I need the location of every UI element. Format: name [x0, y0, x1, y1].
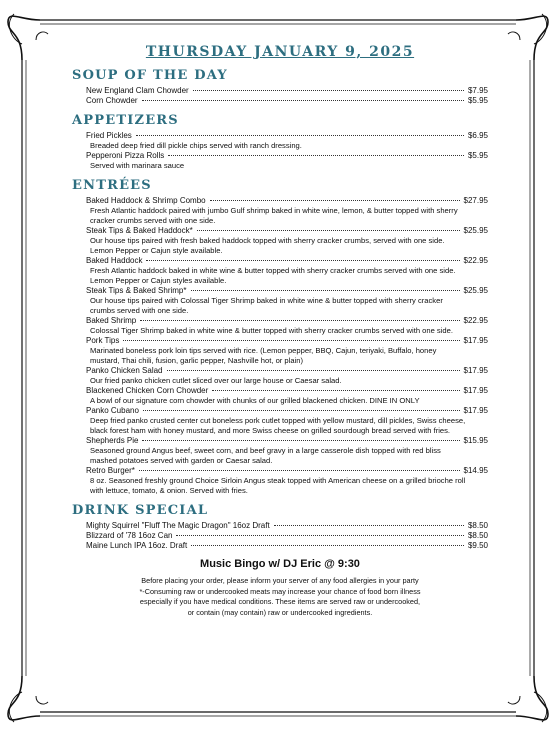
menu-item [72, 466, 488, 476]
dot-leader [176, 535, 464, 536]
menu-item-name: Steak Tips & Baked Shrimp* [86, 286, 187, 295]
menu-item-name: Shepherds Pie [86, 436, 139, 445]
menu-item-name: Steak Tips & Baked Haddock* [86, 226, 193, 235]
menu-item-description: Our fried panko chicken cutlet sliced over our large house or Caesar salad. [90, 376, 342, 385]
menu-item-description: Fresh Atlantic haddock paired with jumbo Gulf shrimp baked in white wine, lemon, & butter topped with sherry cracker crumbs served with one side. [90, 206, 458, 225]
menu-item [72, 131, 488, 141]
dot-leader [140, 320, 459, 321]
menu-item [72, 151, 488, 161]
menu-item [72, 336, 488, 346]
menu-item-price: $9.50 [467, 541, 488, 550]
menu-item-name: Maine Lunch IPA 16oz. Draft [86, 541, 188, 550]
menu-item-name: Retro Burger* [86, 466, 135, 475]
dot-leader [168, 155, 464, 156]
dot-leader [191, 290, 460, 291]
menu-item [72, 406, 488, 416]
section-heading: ENTRÉES [72, 178, 152, 193]
menu-item [72, 316, 488, 326]
menu-date-title: THURSDAY JANUARY 9, 2025 [145, 44, 415, 60]
dot-leader [143, 410, 460, 411]
menu-content [72, 44, 488, 618]
menu-item-name: Pork Tips [86, 336, 120, 345]
menu-item-description: Our house tips paired with Colossal Tiger Shrimp baked in white wine & butter topped with sherry cracker crumbs served with one side. [90, 296, 443, 315]
menu-item-price: $5.95 [467, 96, 488, 105]
menu-item-description: Served with marinara sauce [90, 161, 185, 170]
menu-item-name: Panko Cubano [86, 406, 139, 415]
menu-item-price: $17.95 [463, 336, 488, 345]
menu-item [72, 256, 488, 266]
menu-section [72, 113, 488, 171]
menu-item-name: Corn Chowder [86, 96, 138, 105]
menu-item-price: $15.95 [463, 436, 488, 445]
menu-item-price: $8.50 [467, 521, 488, 530]
menu-item-price: $25.95 [463, 226, 488, 235]
menu-item-name: Blackened Chicken Corn Chowder [86, 386, 209, 395]
section-heading: DRINK SPECIAL [72, 503, 209, 518]
menu-item-price: $22.95 [463, 256, 488, 265]
dot-leader [167, 370, 460, 371]
section-heading: SOUP OF THE DAY [72, 68, 228, 83]
menu-item-price: $8.50 [467, 531, 488, 540]
menu-item-name: Baked Shrimp [86, 316, 137, 325]
menu-item-name: Fried Pickles [86, 131, 132, 140]
menu-item [72, 226, 488, 236]
menu-item-name: Baked Haddock & Shrimp Combo [86, 196, 206, 205]
menu-item-price: $27.95 [463, 196, 488, 205]
menu-item [72, 286, 488, 296]
menu-item-description: Breaded deep fried dill pickle chips served with ranch dressing. [90, 141, 302, 150]
menu-item-price: $6.95 [467, 131, 488, 140]
menu-item-name: Panko Chicken Salad [86, 366, 163, 375]
menu-item [72, 436, 488, 446]
menu-section [72, 178, 488, 496]
menu-item [72, 366, 488, 376]
menu-sections [72, 68, 488, 551]
menu-item [72, 196, 488, 206]
menu-item-description: Fresh Atlantic haddock baked in white wine & butter topped with sherry cracker crumbs served with one side. Lemon Pepper or Cajun styles available. [90, 266, 456, 285]
menu-item-description: Deep fried panko crusted center cut boneless pork cutlet topped with yellow mustard, dill pickles, Swiss cheese, black forest ham with honey mustard, and more Swiss cheese on grilled sourdough bread served with fries. [90, 416, 466, 435]
allergy-notice-line: Before placing your order, please inform your server of any food allergies in your party [141, 576, 419, 585]
dot-leader [191, 545, 464, 546]
section-heading: APPETIZERS [72, 113, 179, 128]
dot-leader [123, 340, 459, 341]
menu-item-price: $25.95 [463, 286, 488, 295]
menu-item-name: Baked Haddock [86, 256, 143, 265]
menu-item-price: $22.95 [463, 316, 488, 325]
event-announcement: Music Bingo w/ DJ Eric @ 9:30 [200, 558, 360, 570]
menu-item-description: Colossal Tiger Shrimp baked in white wine & butter topped with sherry cracker crumbs served with one side. [90, 326, 453, 335]
menu-item [72, 86, 488, 96]
menu-item-description: 8 oz. Seasoned freshly ground Choice Sirloin Angus steak topped with American cheese on a grilled brioche roll with lettuce, tomato, & onion. Served with fries. [90, 476, 466, 495]
menu-item-price: $17.95 [463, 406, 488, 415]
menu-item [72, 386, 488, 396]
dot-leader [142, 100, 464, 101]
menu-item-name: Mighty Squirrel "Fluff The Magic Dragon" 16oz Draft [86, 521, 270, 530]
menu-item-name: Pepperoni Pizza Rolls [86, 151, 165, 160]
dot-leader [212, 390, 459, 391]
menu-item-price: $7.95 [467, 86, 488, 95]
menu-item-description: Marinated boneless pork loin tips served with rice. (Lemon pepper, BBQ, Cajun, teriyaki, Buffalo, honey mustard, Thai chili, fusion, garlic pepper, Nashville hot, or plain) [90, 346, 437, 365]
menu-section [72, 68, 488, 106]
dot-leader [274, 525, 464, 526]
menu-section [72, 503, 488, 551]
dot-leader [193, 90, 464, 91]
menu-item-name: New England Clam Chowder [86, 86, 189, 95]
menu-item [72, 521, 488, 531]
menu-item-description: Our house tips paired with fresh baked haddock topped with sherry cracker crumbs, served with one side. Lemon Pepper or Cajun style available. [90, 236, 445, 255]
dot-leader [142, 440, 459, 441]
allergy-notice [72, 576, 488, 618]
dot-leader [139, 470, 460, 471]
dot-leader [197, 230, 460, 231]
menu-item-name: Blizzard of '78 16oz Can [86, 531, 173, 540]
menu-item [72, 541, 488, 551]
dot-leader [136, 135, 464, 136]
menu-item-description: Seasoned ground Angus beef, sweet corn, and beef gravy in a large casserole dish topped with red bliss mashed potatoes served with garden or Caesar salad. [90, 446, 441, 465]
menu-item-price: $14.95 [463, 466, 488, 475]
dot-leader [146, 260, 459, 261]
menu-item-price: $5.95 [467, 151, 488, 160]
menu-item-price: $17.95 [463, 366, 488, 375]
menu-item [72, 96, 488, 106]
menu-item [72, 531, 488, 541]
allergy-notice-line: or contain (may contain) raw or undercooked ingredients. [187, 607, 373, 617]
dot-leader [210, 200, 460, 201]
menu-item-description: A bowl of our signature corn chowder with chunks of our grilled blackened chicken. DINE IN ONLY [90, 396, 420, 405]
allergy-notice-line: *-Consuming raw or undercooked meats may increase your chance of food born illness [139, 586, 421, 596]
allergy-notice-line: especially if you have medical conditions. These items are served raw or undercooked, [139, 597, 421, 606]
menu-item-price: $17.95 [463, 386, 488, 395]
